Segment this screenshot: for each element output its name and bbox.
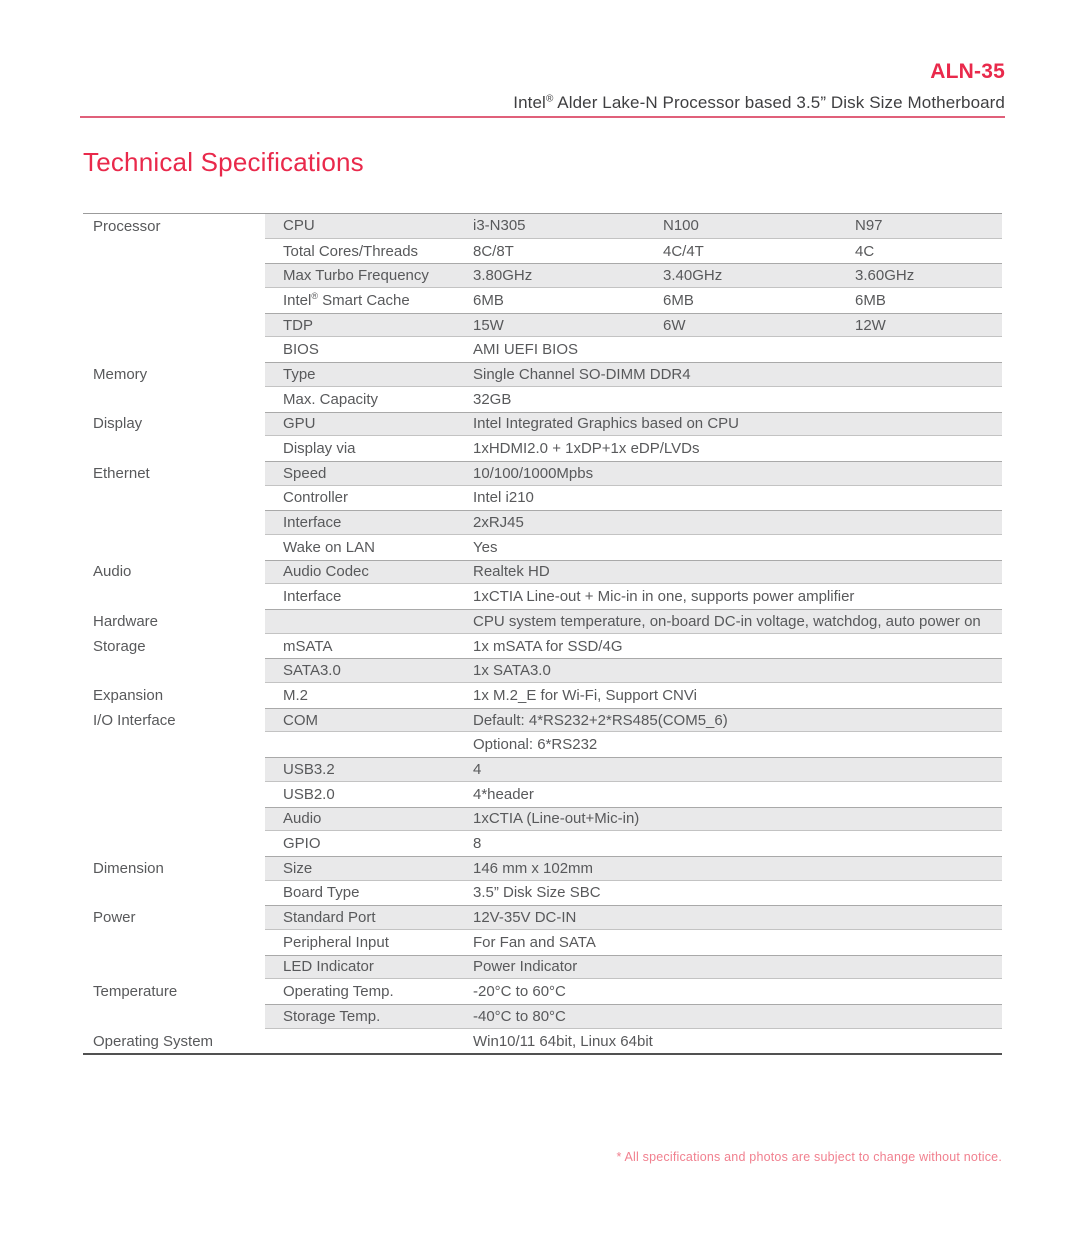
spec-value: 4	[473, 760, 482, 778]
spec-value: Optional: 6*RS232	[473, 736, 598, 754]
spec-category: Audio	[93, 563, 132, 581]
spec-label: LED Indicator	[283, 958, 374, 976]
spec-row	[83, 263, 1002, 288]
spec-label: Display via	[283, 440, 356, 458]
spec-value: 15W	[473, 316, 504, 334]
spec-subrow	[265, 658, 1002, 683]
spec-label: Max Turbo Frequency	[283, 267, 429, 285]
spec-subrow	[265, 831, 1002, 856]
spec-subrow	[265, 979, 1002, 1004]
spec-subrow	[265, 609, 1002, 634]
spec-value: 1xCTIA (Line-out+Mic-in)	[473, 810, 640, 828]
spec-row	[83, 510, 1002, 535]
spec-row	[83, 313, 1002, 338]
spec-row	[83, 337, 1002, 362]
spec-value: 3.60GHz	[855, 267, 915, 285]
spec-category	[83, 239, 265, 264]
spec-row	[83, 732, 1002, 757]
spec-subrow	[265, 782, 1002, 807]
spec-subrow	[265, 214, 1002, 239]
spec-value: Power Indicator	[473, 958, 578, 976]
spec-label: Interface	[283, 514, 342, 532]
spec-value: -20°C to 60°C	[473, 983, 566, 1001]
spec-row	[83, 288, 1002, 313]
spec-category	[83, 732, 265, 757]
header-rule	[80, 116, 1005, 118]
spec-row	[83, 881, 1002, 906]
spec-row	[83, 1004, 1002, 1029]
spec-label: Storage Temp.	[283, 1007, 381, 1025]
spec-subrow	[265, 757, 1002, 782]
spec-value: Intel Integrated Graphics based on CPU	[473, 415, 739, 433]
spec-category	[83, 313, 265, 338]
spec-label: CPU	[283, 217, 315, 235]
spec-row	[83, 634, 1002, 659]
spec-label: Speed	[283, 464, 327, 482]
spec-subrow	[265, 708, 1002, 733]
spec-label: Audio	[283, 810, 322, 828]
spec-subrow	[265, 634, 1002, 659]
spec-label: COM	[283, 711, 318, 729]
spec-subrow	[265, 955, 1002, 980]
spec-value: i3-N305	[473, 217, 526, 235]
spec-subrow	[265, 1029, 1002, 1054]
spec-label: Type	[283, 365, 316, 383]
spec-category: Hardware	[93, 612, 159, 630]
spec-row	[83, 955, 1002, 980]
spec-row	[83, 560, 1002, 585]
spec-table	[83, 213, 1002, 1055]
spec-row	[83, 683, 1002, 708]
spec-value: 1x SATA3.0	[473, 662, 551, 680]
spec-value: For Fan and SATA	[473, 933, 596, 951]
spec-row	[83, 979, 1002, 1004]
spec-label: Size	[283, 859, 313, 877]
spec-row	[83, 782, 1002, 807]
spec-value: 32GB	[473, 390, 512, 408]
document-subtitle	[513, 93, 1005, 113]
spec-label: Total Cores/Threads	[283, 242, 419, 260]
spec-value: 4C	[855, 242, 875, 260]
spec-subrow	[265, 560, 1002, 585]
spec-value: 6MB	[663, 291, 694, 309]
footer-note: * All specifications and photos are subject to change without notice.	[616, 1150, 1002, 1164]
spec-category	[83, 337, 265, 362]
spec-label: mSATA	[283, 637, 333, 655]
spec-category	[83, 584, 265, 609]
spec-category	[83, 288, 265, 313]
spec-value: 6MB	[473, 291, 504, 309]
spec-category: Display	[93, 415, 143, 433]
page-title: Technical Specifications	[83, 147, 364, 177]
spec-category	[83, 881, 265, 906]
spec-row	[83, 609, 1002, 634]
spec-label: Operating Temp.	[283, 983, 394, 1001]
spec-category	[83, 387, 265, 412]
spec-row	[83, 807, 1002, 832]
spec-row	[83, 930, 1002, 955]
spec-value: Intel i210	[473, 489, 534, 507]
spec-category: Temperature	[93, 983, 178, 1001]
spec-subrow	[265, 807, 1002, 832]
spec-value: 6W	[663, 316, 686, 334]
spec-value: 2xRJ45	[473, 514, 524, 532]
spec-row	[83, 708, 1002, 733]
spec-row	[83, 856, 1002, 881]
spec-value: 3.40GHz	[663, 267, 723, 285]
spec-row	[83, 362, 1002, 387]
spec-row	[83, 214, 1002, 239]
spec-category	[83, 1004, 265, 1029]
spec-row	[83, 461, 1002, 486]
model-number: ALN-35	[930, 60, 1005, 83]
spec-value: 4C/4T	[663, 242, 704, 260]
spec-row	[83, 535, 1002, 560]
spec-category: Memory	[93, 365, 148, 383]
spec-category: Expansion	[93, 686, 164, 704]
spec-value: N100	[663, 217, 699, 235]
subtitle-rest: Alder Lake-N Processor based 3.5” Disk Size Motherboard	[553, 93, 1005, 112]
spec-category: Storage	[93, 637, 146, 655]
spec-row	[83, 584, 1002, 609]
registered-mark: ®	[311, 291, 318, 302]
spec-subrow	[265, 461, 1002, 486]
spec-value: 1x mSATA for SSD/4G	[473, 637, 623, 655]
spec-label: Max. Capacity	[283, 390, 379, 408]
spec-value: 3.80GHz	[473, 267, 533, 285]
spec-subrow	[265, 1004, 1002, 1029]
spec-category: Power	[93, 909, 136, 927]
spec-value: CPU system temperature, on-board DC-in voltage, watchdog, auto power on	[473, 612, 981, 630]
spec-category	[83, 486, 265, 511]
spec-value: 146 mm x 102mm	[473, 859, 594, 877]
spec-label: BIOS	[283, 341, 319, 359]
spec-value: 3.5” Disk Size SBC	[473, 884, 601, 902]
spec-category	[83, 757, 265, 782]
spec-label: Board Type	[283, 884, 360, 902]
spec-value: Realtek HD	[473, 563, 550, 581]
spec-subrow	[265, 387, 1002, 412]
spec-value: 10/100/1000Mpbs	[473, 464, 594, 482]
spec-subrow	[265, 510, 1002, 535]
spec-label: SATA3.0	[283, 662, 341, 680]
spec-subrow	[265, 313, 1002, 338]
spec-category	[83, 782, 265, 807]
spec-label: GPU	[283, 415, 316, 433]
spec-category	[83, 831, 265, 856]
spec-subrow	[265, 683, 1002, 708]
spec-category: Ethernet	[93, 464, 150, 482]
spec-label: Audio Codec	[283, 563, 369, 581]
spec-value: 12W	[855, 316, 886, 334]
spec-category: Dimension	[93, 859, 164, 877]
spec-subrow	[265, 905, 1002, 930]
spec-category	[83, 658, 265, 683]
spec-category: I/O Interface	[93, 711, 176, 729]
spec-subrow	[265, 412, 1002, 437]
spec-label: GPIO	[283, 835, 321, 853]
spec-label: Standard Port	[283, 909, 376, 927]
spec-row	[83, 1029, 1002, 1054]
spec-category: Processor	[93, 217, 161, 235]
spec-subrow	[265, 362, 1002, 387]
spec-value: -40°C to 80°C	[473, 1007, 566, 1025]
spec-value: AMI UEFI BIOS	[473, 341, 579, 359]
spec-label: Intel® Smart Cache	[283, 291, 410, 310]
spec-value: Yes	[473, 538, 498, 556]
spec-row	[83, 757, 1002, 782]
spec-category	[83, 436, 265, 461]
spec-row	[83, 905, 1002, 930]
spec-value: Default: 4*RS232+2*RS485(COM5_6)	[473, 711, 728, 729]
spec-row	[83, 387, 1002, 412]
spec-category	[83, 807, 265, 832]
spec-value: 1x M.2_E for Wi-Fi, Support CNVi	[473, 686, 697, 704]
spec-row	[83, 436, 1002, 461]
spec-row	[83, 412, 1002, 437]
spec-subrow	[265, 436, 1002, 461]
spec-category	[83, 955, 265, 980]
spec-category	[83, 535, 265, 560]
spec-label: USB3.2	[283, 760, 335, 778]
spec-subrow	[265, 535, 1002, 560]
spec-subrow	[265, 930, 1002, 955]
spec-subrow	[265, 584, 1002, 609]
spec-category	[83, 263, 265, 288]
spec-subrow	[265, 239, 1002, 264]
spec-row	[83, 831, 1002, 856]
spec-subrow	[265, 856, 1002, 881]
spec-subrow	[265, 263, 1002, 288]
spec-value: 8C/8T	[473, 242, 514, 260]
spec-subrow	[265, 288, 1002, 313]
subtitle-brand: Intel	[513, 93, 546, 112]
spec-row	[83, 239, 1002, 264]
spec-value: 1xHDMI2.0 + 1xDP+1x eDP/LVDs	[473, 440, 700, 458]
spec-value: Win10/11 64bit, Linux 64bit	[473, 1032, 653, 1050]
spec-label: Wake on LAN	[283, 538, 375, 556]
spec-subrow	[265, 486, 1002, 511]
spec-value: 8	[473, 835, 482, 853]
spec-subrow	[265, 881, 1002, 906]
spec-category	[83, 510, 265, 535]
spec-label: Interface	[283, 588, 342, 606]
spec-value: 4*header	[473, 785, 534, 803]
spec-category: Operating System	[93, 1032, 214, 1050]
spec-value: Single Channel SO-DIMM DDR4	[473, 365, 691, 383]
spec-label: TDP	[283, 316, 313, 334]
spec-label: M.2	[283, 686, 309, 704]
spec-value: 12V-35V DC-IN	[473, 909, 577, 927]
spec-row	[83, 658, 1002, 683]
spec-value: 6MB	[855, 291, 886, 309]
spec-label: USB2.0	[283, 785, 335, 803]
spec-label: Peripheral Input	[283, 933, 389, 951]
spec-category	[83, 930, 265, 955]
spec-subrow	[265, 732, 1002, 757]
spec-subrow	[265, 337, 1002, 362]
spec-row	[83, 486, 1002, 511]
spec-value: N97	[855, 217, 883, 235]
spec-value: 1xCTIA Line-out + Mic-in in one, supports power amplifier	[473, 588, 855, 606]
spec-label: Controller	[283, 489, 349, 507]
registered-mark: ®	[545, 93, 554, 105]
